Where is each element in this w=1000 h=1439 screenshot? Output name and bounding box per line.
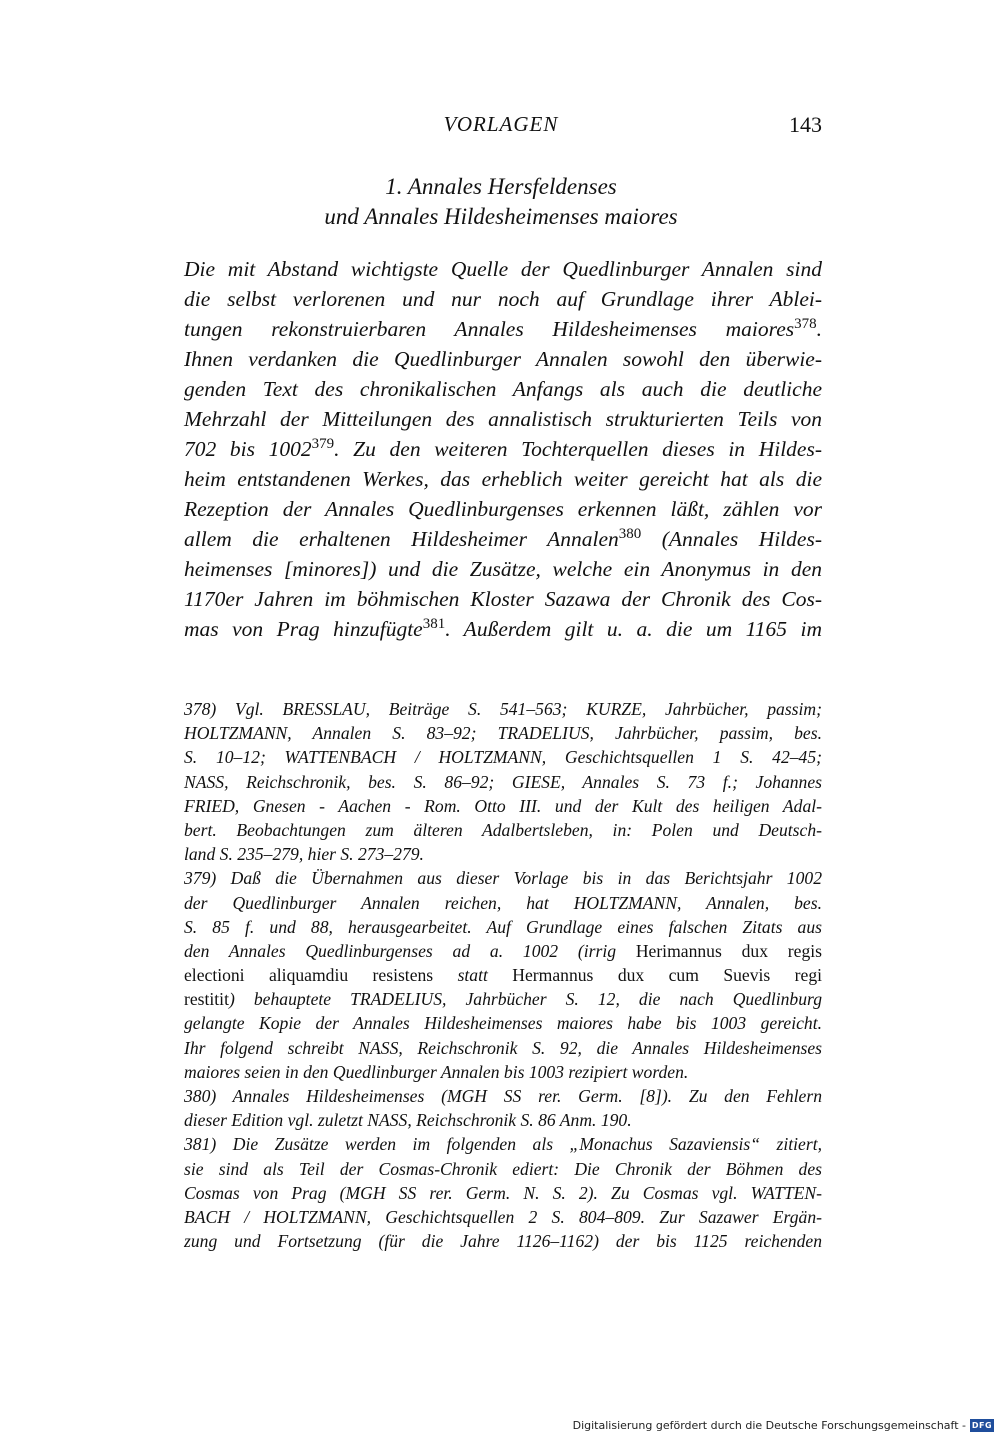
- text-line: Mehrzahl der Mitteilungen des annalistisch strukturierten Teils von: [184, 407, 822, 431]
- footer-text: Digitalisierung gefördert durch die Deutsche Forschungsgemeinschaft -: [572, 1418, 966, 1432]
- footnotes: [184, 697, 822, 1253]
- footnote-ref-379: 379: [311, 436, 335, 452]
- text-line: heimenses [minores]) und die Zusätze, welche ein Anonymus in den: [184, 557, 822, 581]
- footnote-ref-378: 378: [794, 316, 817, 332]
- footnote-line: S. 85 f. und 88, herausgearbeitet. Auf Grundlage eines falschen Zitats aus: [184, 916, 822, 937]
- footnote-line: maiores seien in den Quedlinburger Annalen bis 1003 rezipiert worden.: [184, 1061, 689, 1082]
- latin-quote: restitit: [184, 989, 229, 1010]
- footnote-ref-381: 381: [422, 616, 446, 632]
- section-heading-line-1: 1. Annales Hersfeldenses: [385, 174, 617, 199]
- section-heading: [180, 172, 822, 232]
- footnote-line: den Annales Quedlinburgenses ad a. 1002 (irrig Herimannus dux regis: [184, 940, 822, 961]
- footnote-line: 379) Daß die Übernahmen aus dieser Vorlage bis in das Berichtsjahr 1002: [184, 868, 822, 889]
- text-line: die selbst verlorenen und nur noch auf Grundlage ihrer Ablei-: [184, 287, 822, 311]
- footnote-380: [184, 1084, 822, 1132]
- section-heading-line-2: und Annales Hildesheimenses maiores: [324, 204, 678, 229]
- text-line: allem die erhaltenen Hildesheimer Annalen$^{380}$ (Annales Hildes-: [184, 526, 822, 551]
- text-line: heim entstandenen Werkes, das erheblich weiter gereicht hat als die: [184, 467, 822, 491]
- latin-quote: Herimannus dux regis: [635, 940, 822, 961]
- text-line: 1170er Jahren im böhmischen Kloster Sazawa der Chronik des Cos-: [184, 587, 822, 611]
- text-line: Rezeption der Annales Quedlinburgenses erkennen läßt, zählen vor: [184, 497, 822, 521]
- text-line: Ihnen verdanken die Quedlinburger Annalen sowohl den überwie-: [184, 347, 822, 371]
- text-line: tungen rekonstruierbaren Annales Hildesheimenses maiores$^{378}$.: [184, 316, 822, 341]
- latin-quote: Hermannus dux cum Suevis regi: [512, 965, 823, 986]
- footnote-379: [184, 866, 822, 1084]
- footnote-line: dieser Edition vgl. zuletzt NASS, Reichschronik S. 86 Anm. 190.: [184, 1110, 632, 1131]
- footnote-line: Ihr folgend schreibt NASS, Reichschronik S. 92, die Annales Hildesheimenses: [184, 1037, 822, 1058]
- footnote-line: Cosmas von Prag (MGH SS rer. Germ. N. S. 2). Zu Cosmas vgl. WATTEN-: [184, 1182, 822, 1203]
- footnote-line: S. 10–12; WATTENBACH / HOLTZMANN, Geschichtsquellen 1 S. 42–45;: [184, 747, 822, 768]
- footnote-line: land S. 235–279, hier S. 273–279.: [184, 844, 424, 865]
- footnote-line: sie sind als Teil der Cosmas-Chronik ediert: Die Chronik der Böhmen des: [184, 1158, 822, 1179]
- footnote-ref-380: 380: [618, 526, 642, 542]
- footnote-line: BACH / HOLTZMANN, Geschichtsquellen 2 S. 804–809. Zur Sazawer Ergän-: [184, 1206, 822, 1227]
- footnote-line: electioni aliquamdiu resistens statt Hermannus dux cum Suevis regi: [184, 965, 823, 986]
- page-number: 143: [789, 112, 822, 137]
- footnote-line: bert. Beobachtungen zum älteren Adalbertsleben, in: Polen und Deutsch-: [184, 819, 822, 840]
- footnote-line: 380) Annales Hildesheimenses (MGH SS rer. Germ. [8]). Zu den Fehlern: [184, 1086, 822, 1106]
- footnote-line: restitit) behauptete TRADELIUS, Jahrbücher S. 12, die nach Quedlinburg: [184, 989, 822, 1010]
- footnote-line: 381) Die Zusätze werden im folgenden als „Monachus Sazaviensis“ zitiert,: [184, 1134, 822, 1155]
- footnote-line: zung und Fortsetzung (für die Jahre 1126–1162) der bis 1125 reichenden: [184, 1231, 822, 1252]
- footnote-line: der Quedlinburger Annalen reichen, hat HOLTZMANN, Annalen, bes.: [184, 892, 822, 913]
- footnote-line: 378) Vgl. BRESSLAU, Beiträge S. 541–563; KURZE, Jahrbücher, passim;: [184, 699, 822, 719]
- main-text: [184, 254, 822, 644]
- footnote-line: gelangte Kopie der Annales Hildesheimenses maiores habe bis 1003 gereicht.: [184, 1013, 822, 1034]
- latin-quote: electioni aliquamdiu resistens: [184, 965, 434, 986]
- footnote-line: HOLTZMANN, Annalen S. 83–92; TRADELIUS, Jahrbücher, passim, bes.: [184, 723, 822, 744]
- running-head: [180, 112, 822, 142]
- footnote-381: [184, 1132, 822, 1253]
- text-line: mas von Prag hinzufügte$^{381}$. Außerdem gilt u. a. die um 1165 im: [184, 616, 822, 641]
- footnote-line: FRIED, Gnesen - Aachen - Rom. Otto III. und der Kult des heiligen Adal-: [184, 795, 822, 816]
- text-line: 702 bis 1002$^{379}$. Zu den weiteren Tochterquellen dieses in Hildes-: [184, 436, 822, 461]
- footnote-line: NASS, Reichschronik, bes. S. 86–92; GIESE, Annales S. 73 f.; Johannes: [184, 771, 822, 792]
- footnote-378: [184, 697, 822, 866]
- dfg-logo-icon: DFG: [971, 1420, 993, 1430]
- digitization-footer: [573, 1417, 994, 1433]
- text-line: Die mit Abstand wichtigste Quelle der Quedlinburger Annalen sind: [184, 257, 822, 281]
- running-head-title: VORLAGEN: [443, 112, 559, 136]
- text-line: genden Text des chronikalischen Anfangs als auch die deutliche: [184, 377, 822, 401]
